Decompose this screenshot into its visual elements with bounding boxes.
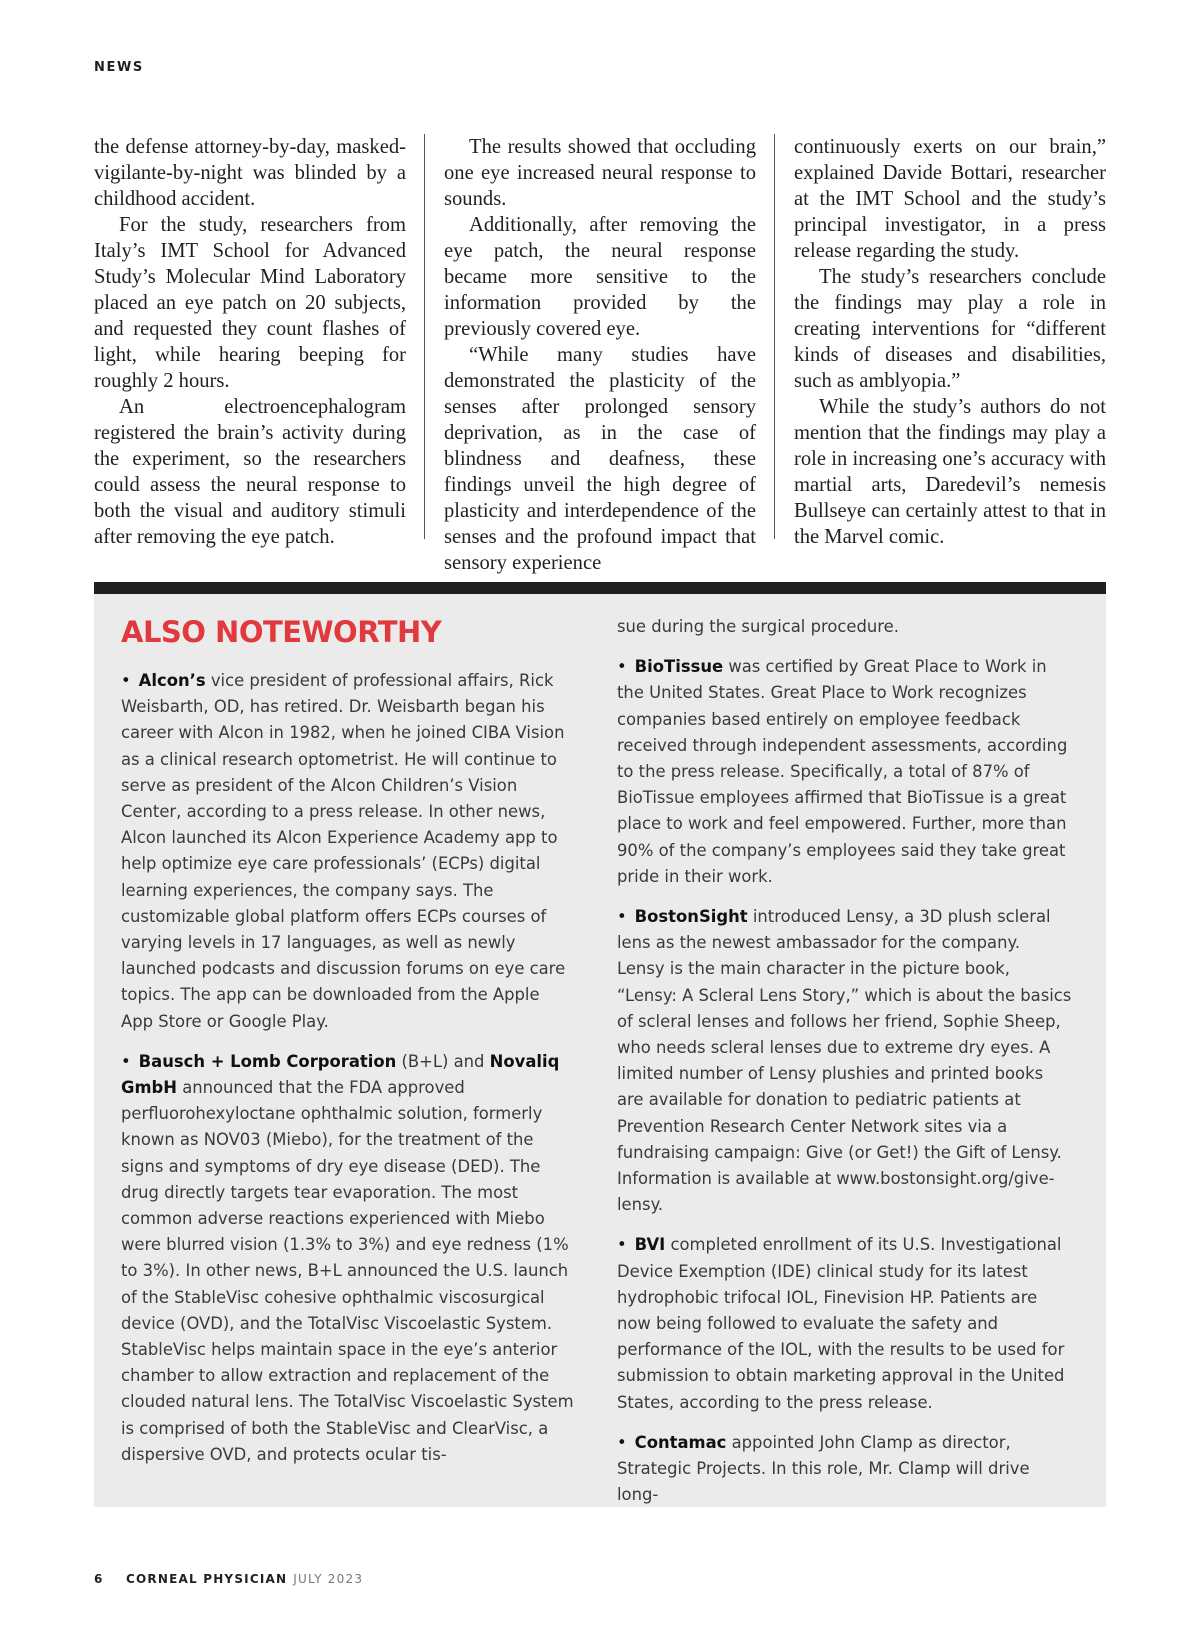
section-label: NEWS — [94, 60, 144, 75]
paragraph: Additionally, after removing the eye patch, the neural response became more sensitive to the information provided by the previously covered eye. — [444, 214, 756, 340]
paragraph: “While many studies have demonstrated the plasticity of the senses after prolonged sensory deprivation, as in the case of blindness and deafness, these findings unveil the high degree of plasticity and interdependence of the senses and the profound impact that sensory experience — [444, 344, 756, 574]
column-divider — [774, 134, 775, 539]
item-text: appointed John Clamp as director, Strategic Projects. In this role, Mr. Clamp will drive long- — [617, 1432, 1030, 1505]
paragraph: The study’s researchers conclude the findings may play a role in creating interventions for “different kinds of diseases and disabilities, such as amblyopia.” — [794, 266, 1106, 392]
company-name: BostonSight — [634, 907, 748, 927]
bullet-icon: • — [617, 907, 627, 927]
article-body — [94, 134, 1106, 574]
sidebar-column-left — [121, 615, 576, 1482]
bullet-icon: • — [617, 1235, 627, 1255]
page-footer — [94, 1572, 363, 1586]
news-item-bostonsight — [617, 904, 1072, 1218]
news-item-bausch-lomb — [121, 1049, 576, 1468]
article-column-2 — [444, 134, 756, 576]
issue-date: JULY 2023 — [293, 1572, 364, 1586]
news-item-contamac — [617, 1430, 1072, 1509]
publication-name: CORNEAL PHYSICIAN — [126, 1572, 288, 1586]
company-name: Alcon’s — [138, 671, 206, 690]
item-text: announced that the FDA approved perfluorohexyloctane ophthalmic solution, formerly known as NOV03 (Miebo), for the treatment of the signs and symptoms of dry eye disease (DED). The drug directly targets tear evaporation. The most common adverse reactions experienced with Miebo were blurred vision (1.3% to 3%) and eye redness (1% to 3%). In other news, B+L announced the U.S. launch of the StableVisc cohesive ophthalmic viscosurgical device (OVD), and the TotalVisc Viscoelastic System. StableVisc helps maintain space in the eye’s anterior chamber to allow extraction and replacement of the clouded natural lens. The TotalVisc Viscoelastic System is comprised of both the StableVisc and ClearVisc, a dispersive OVD, and protects ocular tis- — [121, 1078, 574, 1464]
article-column-3 — [794, 134, 1106, 550]
item-text: (B+L) and — [396, 1051, 490, 1071]
continuation-text: sue during the surgical procedure. — [617, 617, 899, 636]
paragraph: For the study, researchers from Italy’s IMT School for Advanced Study’s Molecular Mind Laboratory placed an eye patch on 20 subjects, and requested they count flashes of light, while hearing beeping for roughly 2 hours. — [94, 214, 406, 392]
column-divider — [424, 134, 425, 539]
news-item-bvi — [617, 1232, 1072, 1415]
company-name: Novaliq GmbH — [121, 1051, 560, 1098]
sidebar-title: ALSO NOTEWORTHY — [121, 615, 442, 649]
paragraph: An electroencephalogram registered the brain’s activity during the experiment, so the researchers could assess the neural response to both the visual and auditory stimuli after removing the eye patch. — [94, 396, 406, 548]
bullet-icon: • — [121, 1051, 131, 1071]
item-text: was certified by Great Place to Work in the United States. Great Place to Work recognizes companies based entirely on employee feedback received through independent assessments, according to the press release. Specifically, a total of 87% of BioTissue employees affirmed that BioTissue is a great place to work and feel empowered. Further, more than 90% of the company’s employees said they take great pride in their work. — [617, 657, 1068, 886]
company-name: Bausch + Lomb Corporation — [138, 1051, 397, 1071]
company-name: BVI — [634, 1235, 666, 1255]
page-number: 6 — [94, 1572, 104, 1586]
box-top-bar — [94, 582, 1106, 594]
paragraph: The results showed that occluding one eye increased neural response to sounds. — [444, 136, 756, 210]
news-item-alcon — [121, 668, 576, 1035]
item-text: introduced Lensy, a 3D plush scleral lens as the newest ambassador for the company. Lensy is the main character in the picture book, “Lensy: A Scleral Lens Story,” which is about the basics of scleral lenses and follows her friend, Sophie Sheep, who needs scleral lenses due to extreme dry eyes. A limited number of Lensy plushies and printed books are available for donation to pediatric patients at Prevention Research Center Network sites via a fundraising campaign: Give (or Get!) the Gift of Lensy. Information is available at www.bostonsight.org/give-lensy. — [617, 907, 1072, 1215]
bullet-icon: • — [121, 671, 131, 690]
company-name: Contamac — [634, 1432, 727, 1452]
paragraph: continuously exerts on our brain,” explained Davide Bottari, researcher at the IMT School and the study’s principal investigator, in a press release regarding the study. — [794, 136, 1106, 262]
bullet-icon: • — [617, 1432, 627, 1452]
also-noteworthy-box — [94, 582, 1106, 1507]
article-column-1 — [94, 134, 406, 550]
item-text: vice president of professional affairs, Rick Weisbarth, OD, has retired. Dr. Weisbarth began his career with Alcon in 1982, when he joined CIBA Vision as a clinical research optometrist. He will continue to serve as president of the Alcon Children’s Vision Center, according to a press release. In other news, Alcon launched its Alcon Experience Academy app to help optimize eye care professionals’ (ECPs) digital learning experiences, the company says. The customizable global platform offers ECPs courses of varying levels in 17 languages, as well as newly launched podcasts and discussion forums on eye care topics. The app can be downloaded from the Apple App Store or Google Play. — [121, 671, 566, 1031]
paragraph: the defense attorney-by-day, masked-vigilante-by-night was blinded by a childhood accident. — [94, 136, 406, 210]
paragraph: While the study’s authors do not mention that the findings may play a role in increasing one’s accuracy with martial arts, Daredevil’s nemesis Bullseye can certainly attest to that in the Marvel comic. — [794, 396, 1106, 548]
sidebar-column-right — [617, 614, 1072, 1523]
news-item-biotissue — [617, 654, 1072, 890]
item-text: completed enrollment of its U.S. Investigational Device Exemption (IDE) clinical study for its latest hydrophobic trifocal IOL, Finevision HP. Patients are now being followed to evaluate the safety and performance of the IOL, with the results to be used for submission to obtain marketing approval in the United States, according to the press release. — [617, 1235, 1065, 1412]
bullet-icon: • — [617, 657, 627, 677]
company-name: BioTissue — [634, 657, 724, 677]
